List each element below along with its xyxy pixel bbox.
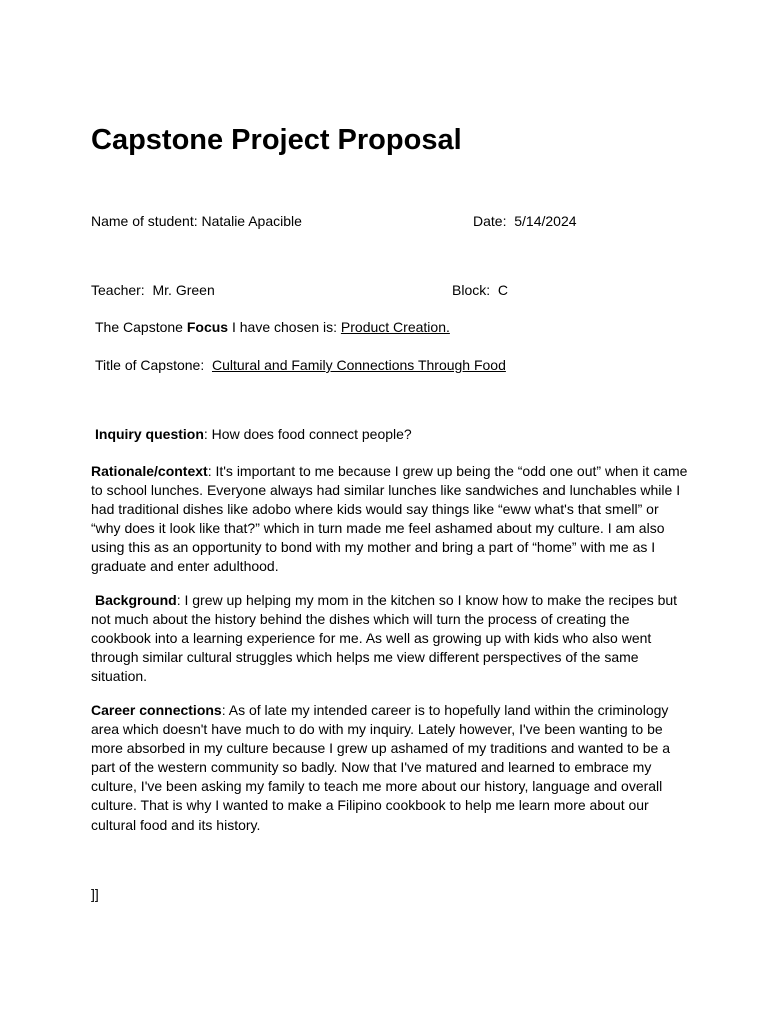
background-text: : I grew up helping my mom in the kitchen so I know how to make the recipes but not much about the history behind the dishes which will turn the process of creating the cookbook into a learning experience for me. As well as growing up with kids who also went through similar cultural struggles which helps me view different perspectives of the same situation.	[91, 592, 678, 685]
focus-line	[95, 318, 450, 337]
teacher-value: Mr. Green	[152, 282, 215, 298]
background-paragraph	[91, 591, 691, 686]
trailing-text: ]]	[91, 886, 99, 902]
student-name-line	[91, 212, 302, 231]
rationale-text: : It's important to me because I grew up being the “odd one out” when it came to school lunches. Everyone always had similar lunches like sandwiches and lunchables while I had traditional dishes like adobo where kids would say things like “eww what's that smell” or “why does it look like that?” which in turn made me feel ashamed about my culture. I am also using this as an opportunity to bond with my mother and bring a part of “home” with me as I graduate and enter adulthood.	[91, 463, 688, 575]
inquiry-label: Inquiry question	[95, 426, 204, 442]
date-label: Date:	[473, 213, 515, 229]
capstone-title-line	[95, 356, 506, 375]
page-title: Capstone Project Proposal	[91, 124, 462, 156]
date-line	[473, 212, 577, 231]
block-value: C	[497, 282, 509, 298]
teacher-label: Teacher:	[91, 282, 153, 298]
capstone-title-label: Title of Capstone:	[95, 357, 212, 373]
rationale-paragraph	[91, 462, 691, 577]
capstone-title-value: Cultural and Family Connections Through Food	[211, 357, 506, 373]
rationale-label: Rationale/context	[91, 463, 208, 479]
career-paragraph	[91, 701, 691, 835]
background-label: Background	[95, 592, 177, 608]
career-text: : As of late my intended career is to hopefully land within the criminology area which doesn't have much to do with my inquiry. Lately however, I've been wanting to be more absorbed in my culture because I grew up ashamed of my traditions and wanted to be a part of the western community so badly. Now that I've matured and learned to embrace my culture, I've been asking my family to teach me more about our history, language and overall culture. That is why I wanted to make a Filipino cookbook to help me learn more about our cultural food and its history.	[91, 702, 670, 833]
date-value: 5/14/2024	[514, 213, 577, 229]
inquiry-text: : How does food connect people?	[203, 426, 412, 442]
focus-bold-label: Focus	[186, 319, 229, 335]
block-line	[452, 281, 508, 300]
student-name-value: Natalie Apacible	[201, 213, 302, 229]
inquiry-question	[95, 425, 412, 444]
focus-middle: I have chosen is:	[228, 319, 341, 335]
teacher-line	[91, 281, 215, 300]
student-name-label: Name of student:	[91, 213, 202, 229]
career-label: Career connections	[91, 702, 222, 718]
block-label: Block:	[452, 282, 498, 298]
focus-prefix: The Capstone	[95, 319, 187, 335]
focus-value: Product Creation.	[340, 319, 450, 335]
